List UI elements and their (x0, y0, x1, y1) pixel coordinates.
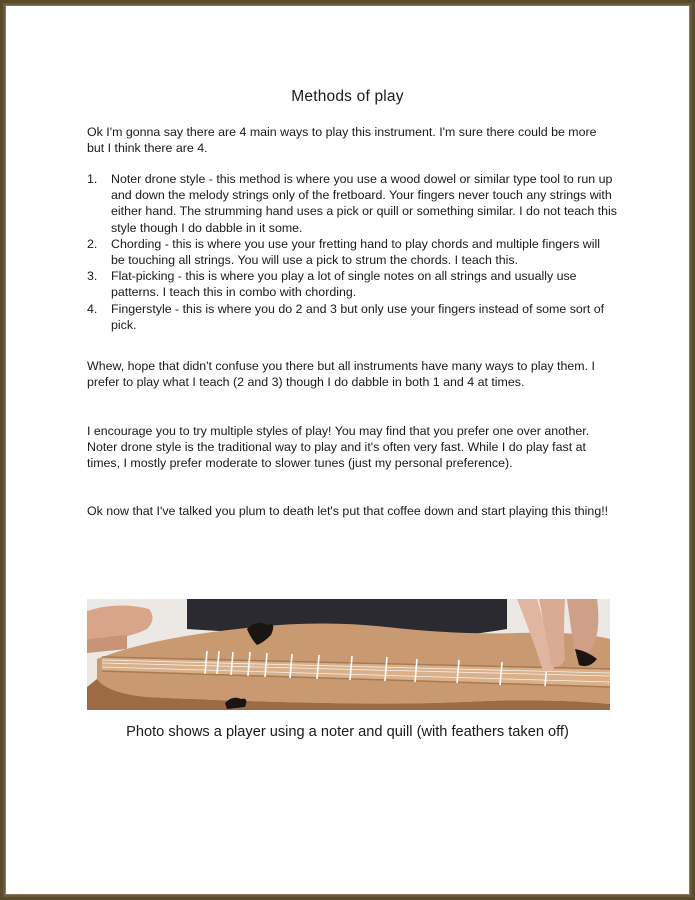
paragraph-whew: Whew, hope that didn't confuse you there but all instruments have many ways to play them. I prefer to play what I teach (2 and 3) though I do dabble in both 1 and 4 at times. (87, 359, 595, 390)
paragraph-closing: Ok now that I've talked you plum to death let's put that coffee down and start playing this thing!! (87, 504, 609, 518)
list-item (87, 268, 617, 300)
list-item-text: Chording - this is where you use your fretting hand to play chords and multiple fingers will be touching all strings. You will use a pick to strum the chords. I teach this. (111, 236, 600, 268)
document-page (5, 5, 690, 895)
list-item (87, 171, 617, 236)
dulcimer-illustration (87, 599, 610, 710)
dulcimer-photo (87, 599, 610, 710)
list-item (87, 236, 617, 268)
list-item-number: 3. (87, 269, 98, 284)
list-item-text: Flat-picking - this is where you play a lot of single notes on all strings and usually use patterns. I teach this in combo with chording. (111, 269, 577, 300)
list-item (87, 301, 617, 333)
list-item-number: 2. (87, 236, 98, 251)
methods-list (87, 171, 617, 333)
list-item-text: Noter drone style - this method is where you use a wood dowel or similar type tool to run up and down the melody strings only of the fretboard. Your fingers never touch any strings with either hand. The strumming hand uses a pick or quill or something similar. I do not teach this style though I do dabble in it some. (111, 172, 617, 235)
list-item-number: 1. (87, 172, 98, 186)
list-item-text: Fingerstyle - this is where you do 2 and 3 but only use your fingers instead of some sort of pick. (111, 301, 605, 332)
page-title: Methods of play (291, 88, 404, 105)
intro-paragraph: Ok I'm gonna say there are 4 main ways to play this instrument. I'm sure there could be more but I think there are 4. (87, 125, 597, 156)
photo-caption: Photo shows a player using a noter and quill (with feathers taken off) (126, 724, 569, 740)
list-item-number: 4. (87, 301, 98, 316)
paragraph-encourage: I encourage you to try multiple styles of play! You may find that you prefer one over another. Noter drone style is the traditional way to play and it's often very fast. While I do play fast at times, I mostly prefer moderate to slower tunes (just my personal preference). (87, 424, 590, 471)
